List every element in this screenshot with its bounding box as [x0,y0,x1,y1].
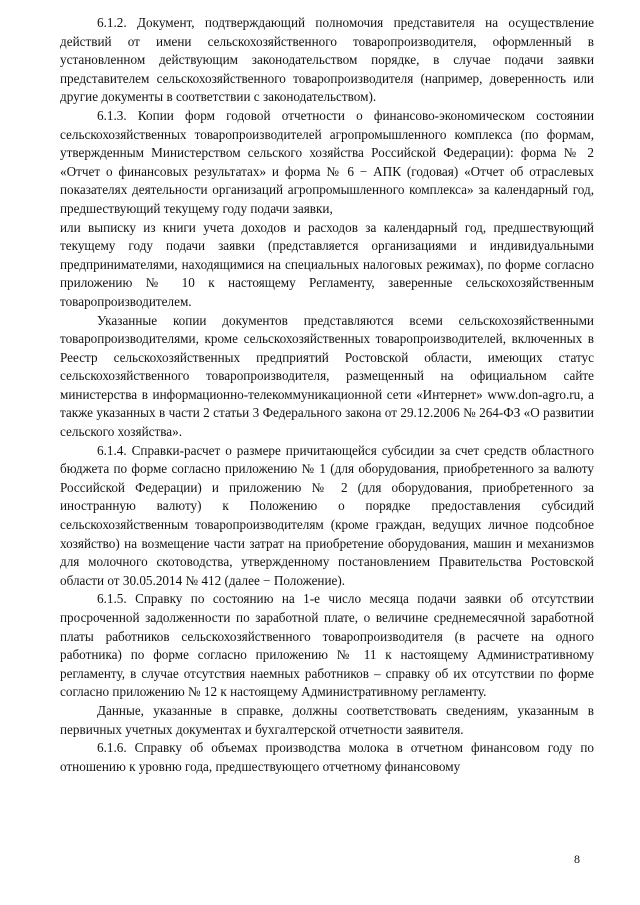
paragraph-data-compliance: Данные, указанные в справке, должны соответствовать сведениям, указанным в первичных учетных документах и бухгалтерской отчетности заявителя. [60,702,594,737]
document-page [60,14,594,776]
page-number: 8 [574,852,580,866]
paragraph-copies-provided: Указанные копии документов представляются всеми сельскохозяйственными товаропроизводителями, кроме сельскохозяйственных товаропроизводителей, включенных в Реестр сельскохозяйственных предприятий Ростовской области, имеющих статус сельскохозяйственного товаропроизводителя, размещенный на официальном сайте министерства в информационно-телекоммуникационной сети «Интернет» www.don-agro.ru, а также указанных в части 2 статьи 3 Федерального закона от 29.12.2006 № 264-ФЗ «О развитии сельского хозяйства». [60,312,594,440]
paragraph-6-1-5: 6.1.5. Справку по состоянию на 1-е число месяца подачи заявки об отсутствии просроченной задолженности по заработной плате, о величине среднемесячной заработной платы работников сельскохозяйственного товаропроизводителя (в расчете на одного работника) по форме согласно приложению № 11 к настоящему Административному регламенту, в случае отсутствия наемных работников – справку об их отсутствии по форме согласно приложению № 12 к настоящему Административному регламенту. [60,591,594,700]
paragraph-income-book-extract: или выписку из книги учета доходов и расходов за календарный год, предшествующий текущему году подачи заявки (представляется организациями и индивидуальными предпринимателями, находящимися на специальных налоговых режимах), по форме согласно приложению № 10 к настоящему Регламенту, заверенные сельскохозяйственным товаропроизводителем. [60,219,594,309]
paragraph-6-1-3: 6.1.3. Копии форм годовой отчетности о финансово-экономическом состоянии сельскохозяйственных товаропроизводителей агропромышленного комплекса (по формам, утвержденным Министерством сельского хозяйства Российской Федерации): форма № 2 «Отчет о финансовых результатах» и форма № 6 − АПК (годовая) «Отчет об отраслевых показателях деятельности организаций агропромышленного комплекса» за календарный год, предшествующий текущему году подачи заявки, [60,107,594,216]
paragraph-6-1-2: 6.1.2. Документ, подтверждающий полномочия представителя на осуществление действий от имени сельскохозяйственного товаропроизводителя, оформленный в установленном действующим законодательством порядке, в случае подачи заявки представителем сельскохозяйственного товаропроизводителя (например, доверенность или другие документы в соответствии с законодательством). [60,15,594,105]
paragraph-6-1-6: 6.1.6. Справку об объемах производства молока в отчетном финансовом году по отношению к уровню года, предшествующего отчетному финансовому [60,740,594,774]
paragraph-6-1-4: 6.1.4. Справки-расчет о размере причитающейся субсидии за счет средств областного бюджета по форме согласно приложению № 1 (для оборудования, приобретенного за валюту Российской Федерации) и приложению № 2 (для оборудования, приобретенного за иностранную валюту) к Положению о порядке предоставления субсидий сельскохозяйственным товаропроизводителям (кроме граждан, ведущих личное подсобное хозяйство) на возмещение части затрат на приобретение оборудования, машин и механизмов для молочного скотоводства, утвержденному постановлением Правительства Ростовской области от 30.05.2014 № 412 (далее − Положение). [60,442,594,588]
